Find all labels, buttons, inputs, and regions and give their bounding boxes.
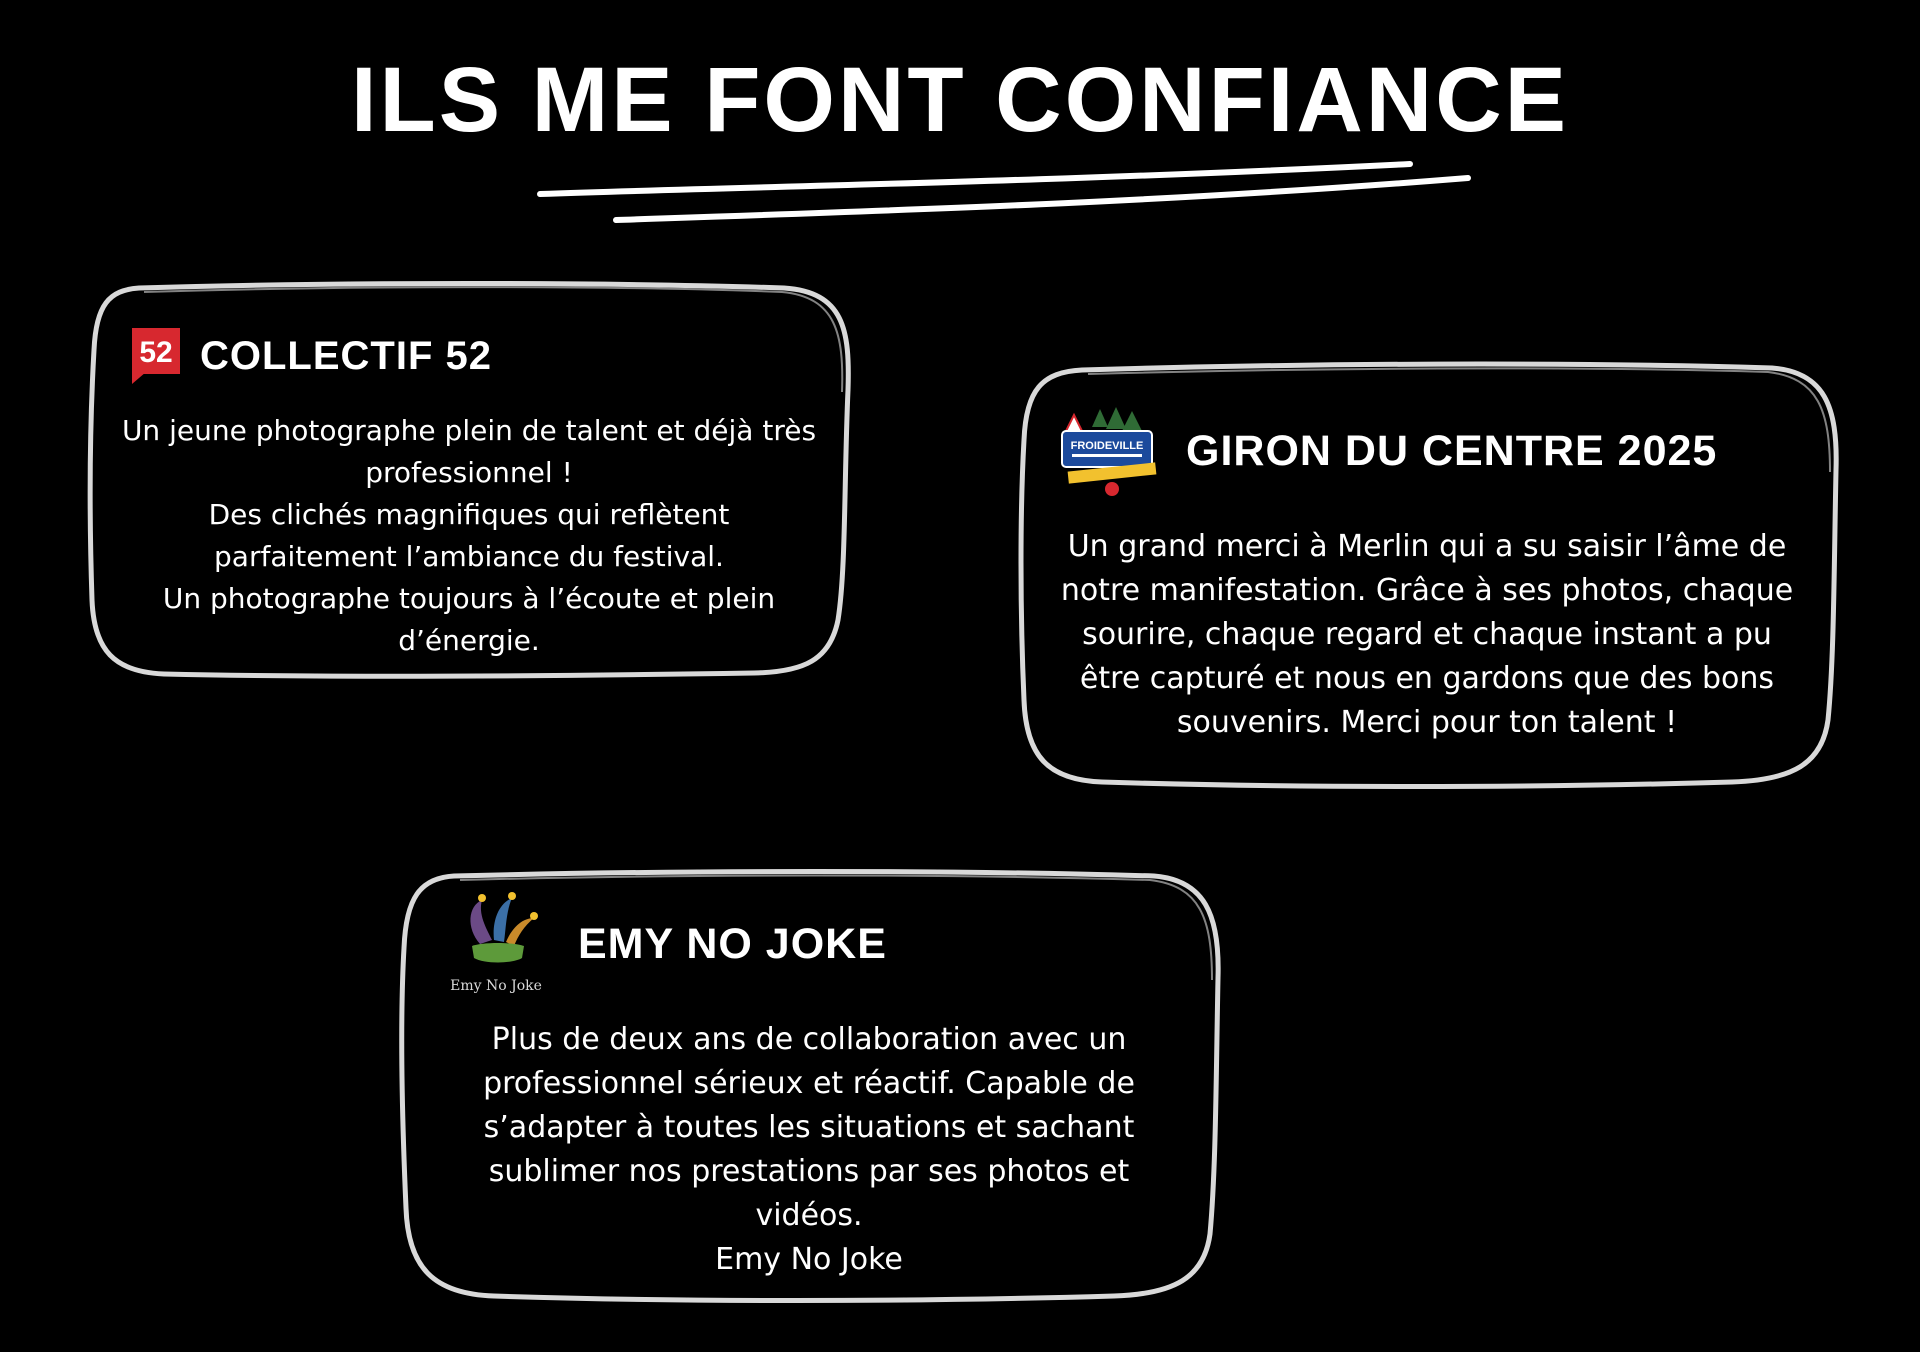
emy-no-joke-jester-logo-icon xyxy=(442,888,550,1000)
card-header xyxy=(442,888,887,1000)
froideville-giron-logo-icon xyxy=(1060,405,1162,497)
testimonial-text: Un jeune photographe plein de talent et déjà très professionnel ! Des clichés magnifiques qui reflètent parfaitement l’ambiance du festival. Un photographe toujours à l’écoute et plein d’énergie. xyxy=(121,414,817,657)
card-header xyxy=(1060,405,1717,497)
froideville-logo-text: FROIDEVILLE xyxy=(1070,440,1144,452)
collectif-52-logo-text: 52 xyxy=(139,336,173,369)
card-title: EMY NO JOKE xyxy=(578,919,887,968)
testimonial-card-collectif-52 xyxy=(84,280,854,680)
card-title: COLLECTIF 52 xyxy=(200,333,493,378)
title-underline-decoration xyxy=(530,158,1480,238)
card-title: GIRON DU CENTRE 2025 xyxy=(1186,426,1718,475)
testimonial-text: Un grand merci à Merlin qui a su saisir l’âme de notre manifestation. Grâce à ses photos, chaque sourire, chaque regard et chaque instant a pu être capturé et nous en gardons que des bons souvenirs. Merci pour ton talent ! xyxy=(1060,529,1794,740)
collectif-52-logo-icon xyxy=(130,326,182,386)
testimonial-card-emy-no-joke xyxy=(394,868,1224,1304)
card-header xyxy=(130,326,492,386)
testimonial-card-giron-du-centre xyxy=(1012,360,1842,790)
page-title: ILS ME FONT CONFIANCE xyxy=(350,49,1570,151)
testimonial-text: Plus de deux ans de collaboration avec un professionnel sérieux et réactif. Capable de s’adapter à toutes les situations et sachant sublimer nos prestations par ses photos et vidéos. Emy No Joke xyxy=(483,1022,1135,1277)
emy-no-joke-logo-text: Emy No Joke xyxy=(450,978,542,994)
